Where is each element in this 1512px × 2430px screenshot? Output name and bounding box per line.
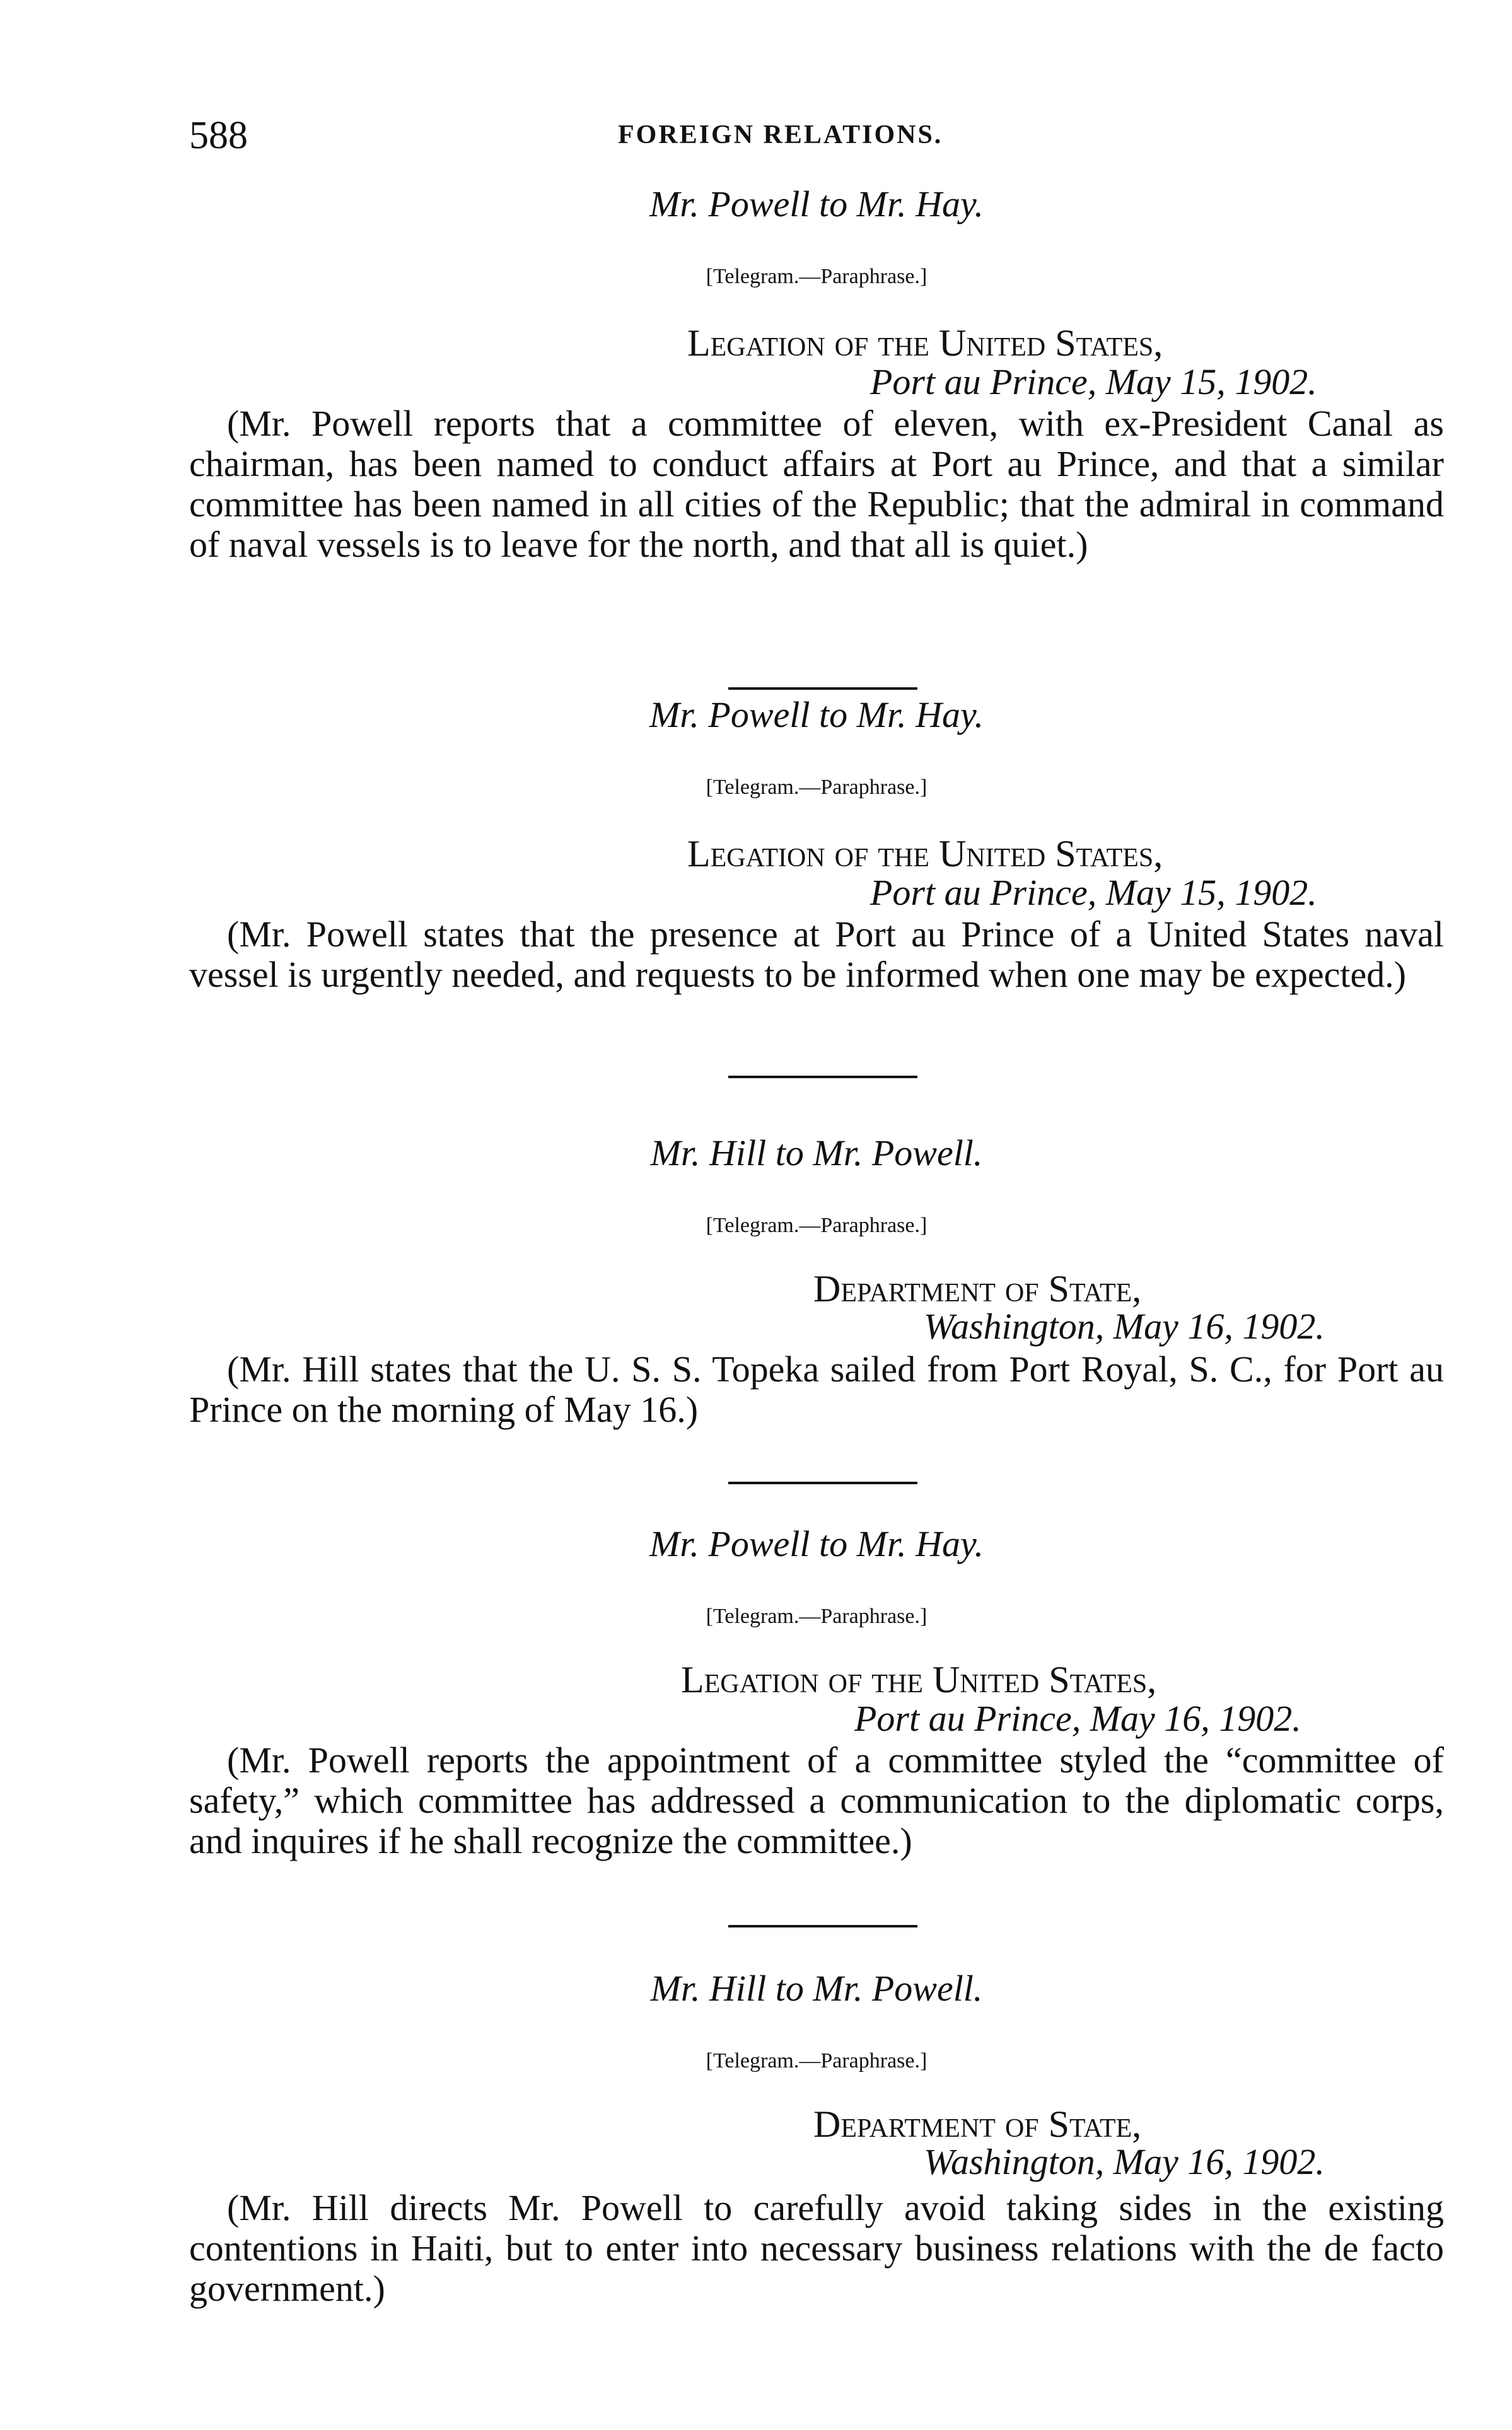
telegram-label: [Telegram.—Paraphrase.] xyxy=(706,776,928,799)
sender-address: Department of State, xyxy=(813,1268,1142,1310)
running-head: FOREIGN RELATIONS. xyxy=(618,120,943,149)
telegram-label: [Telegram.—Paraphrase.] xyxy=(706,2049,928,2072)
telegram-label: [Telegram.—Paraphrase.] xyxy=(706,1214,928,1237)
telegram-label: [Telegram.—Paraphrase.] xyxy=(706,1605,928,1628)
telegram-body: (Mr. Powell reports that a committee of eleven, with ex-President Canal as chairman, has been named to conduct affairs at Port au Prince, and that a similar committee has been named in all cities of the Republic; that the admiral in command of naval vessels is to leave for the north, and that all is quiet.) xyxy=(189,403,1444,565)
section-divider xyxy=(728,1482,917,1484)
telegram-entry xyxy=(189,694,1444,1072)
telegram-entry xyxy=(189,1132,1444,1460)
telegram-body: (Mr. Hill directs Mr. Powell to carefully avoid taking sides in the existing contentions in Haiti, but to enter into necessary business relations with the de facto government.) xyxy=(189,2187,1444,2309)
telegram-entry xyxy=(189,1523,1444,1914)
telegram-entry xyxy=(189,1967,1444,2320)
place-date: Washington, May 16, 1902. xyxy=(924,2141,1325,2182)
place-date: Port au Prince, May 16, 1902. xyxy=(854,1698,1301,1739)
sender-address: Legation of the United States, xyxy=(687,833,1163,875)
telegram-label: [Telegram.—Paraphrase.] xyxy=(706,265,928,288)
place-date: Port au Prince, May 15, 1902. xyxy=(870,361,1317,402)
telegram-entry xyxy=(189,183,1444,656)
telegram-body: (Mr. Powell reports the appointment of a committee styled the “committee of safety,” which committee has addressed a communication to the diplomatic corps, and inquires if he shall recognize the committee.) xyxy=(189,1740,1444,1861)
sender-address: Legation of the United States, xyxy=(687,322,1163,364)
place-date: Washington, May 16, 1902. xyxy=(924,1306,1325,1347)
telegram-body: (Mr. Hill states that the U. S. S. Topeka sailed from Port Royal, S. C., for Port au Prince on the morning of May 16.) xyxy=(189,1349,1444,1430)
page-number: 588 xyxy=(189,114,248,157)
section-divider xyxy=(728,687,917,690)
section-divider xyxy=(728,1925,917,1927)
entry-title: Mr. Powell to Mr. Hay. xyxy=(649,1523,984,1564)
sender-address: Legation of the United States, xyxy=(681,1659,1157,1700)
page-header xyxy=(189,113,1444,164)
entry-title: Mr. Powell to Mr. Hay. xyxy=(649,694,984,735)
telegram-body: (Mr. Powell states that the presence at Port au Prince of a United States naval vessel is urgently needed, and requests to be informed when one may be expected.) xyxy=(189,914,1444,995)
entry-title: Mr. Hill to Mr. Powell. xyxy=(650,1968,983,2009)
entry-title: Mr. Hill to Mr. Powell. xyxy=(650,1132,983,1173)
section-divider xyxy=(728,1076,917,1078)
entry-title: Mr. Powell to Mr. Hay. xyxy=(649,183,984,224)
sender-address: Department of State, xyxy=(813,2103,1142,2145)
place-date: Port au Prince, May 15, 1902. xyxy=(870,872,1317,913)
